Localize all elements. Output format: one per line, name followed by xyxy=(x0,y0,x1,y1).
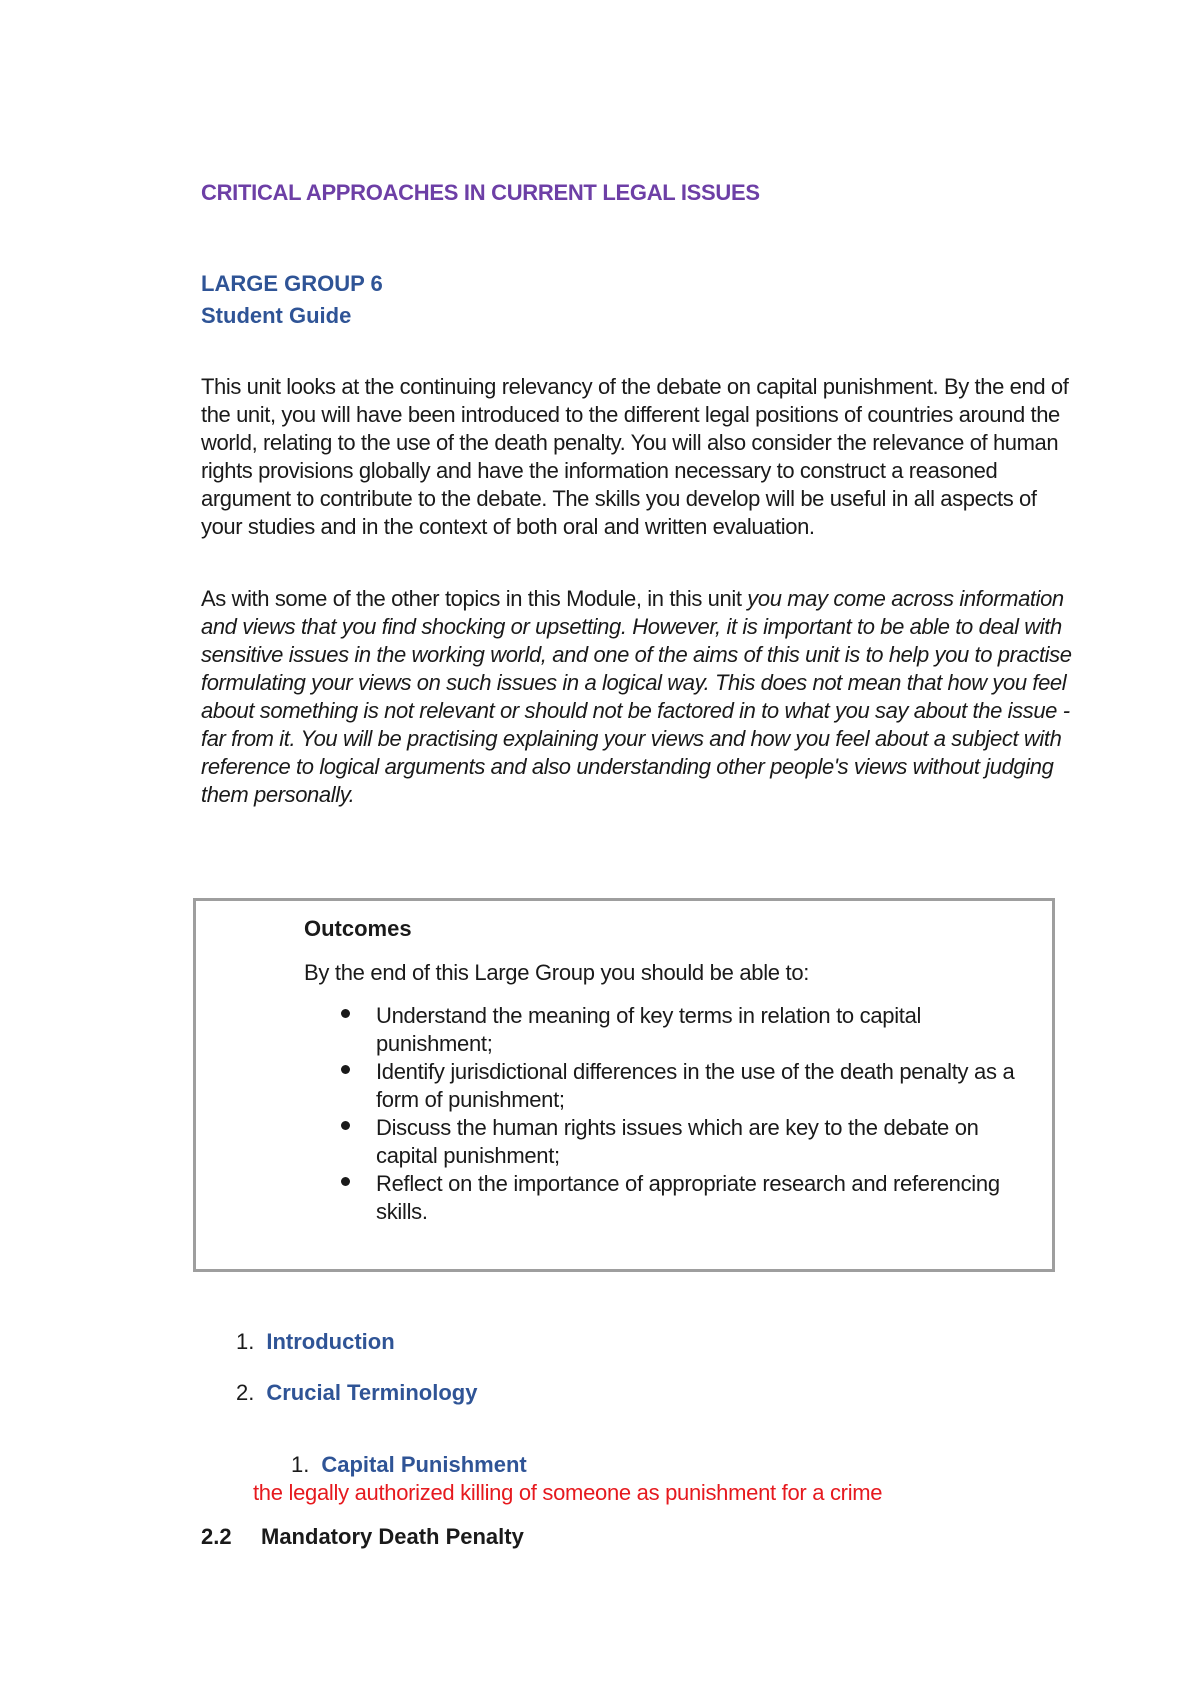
outcome-item xyxy=(304,1114,1024,1170)
intro-paragraph: This unit looks at the continuing relevancy of the debate on capital punishment. By the end of the unit, you will have been introduced to the different legal positions of countries around the world, relating to the use of the death penalty. You will also consider the relevance of human rights provisions globally and have the information necessary to construct a reasoned argument to contribute to the debate. The skills you develop will be useful in all aspects of your studies and in the context of both oral and written evaluation. xyxy=(201,374,1069,539)
guide-heading: Student Guide xyxy=(201,303,352,328)
group-heading: LARGE GROUP 6 xyxy=(201,271,383,296)
capital-punishment-definition: the legally authorized killing of someone as punishment for a crime xyxy=(253,1480,883,1505)
subsection-label: Capital Punishment xyxy=(321,1452,527,1477)
section-number: 1. xyxy=(236,1329,255,1354)
outcomes-list xyxy=(304,1002,1024,1226)
outcome-text: Discuss the human rights issues which are key to the debate on capital punishment; xyxy=(376,1115,979,1168)
section-mandatory-death-penalty xyxy=(201,1524,524,1550)
bullet-icon xyxy=(341,1065,350,1074)
outcomes-intro: By the end of this Large Group you should be able to: xyxy=(304,960,810,985)
outcome-text: Reflect on the importance of appropriate research and referencing skills. xyxy=(376,1171,1000,1224)
bullet-icon xyxy=(341,1121,350,1130)
outcomes-title: Outcomes xyxy=(304,916,412,941)
section-crucial-terminology xyxy=(236,1380,477,1406)
section-number: 2.2 xyxy=(201,1524,232,1549)
section-introduction xyxy=(236,1329,395,1355)
outcome-item xyxy=(304,1058,1024,1114)
outcome-text: Identify jurisdictional differences in the use of the death penalty as a form of punishment; xyxy=(376,1059,1015,1112)
bullet-icon xyxy=(341,1009,350,1018)
section-label: Introduction xyxy=(266,1329,395,1354)
section-label: Crucial Terminology xyxy=(266,1380,478,1405)
second-paragraph-plain: As with some of the other topics in this Module, in this unit xyxy=(201,586,748,611)
outcome-text: Understand the meaning of key terms in relation to capital punishment; xyxy=(376,1003,922,1056)
outcome-item xyxy=(304,1002,1024,1058)
outcome-item xyxy=(304,1170,1024,1226)
second-paragraph xyxy=(201,585,1081,809)
bullet-icon xyxy=(341,1177,350,1186)
outcomes-box xyxy=(193,898,1055,1272)
second-paragraph-italic: you may come across information and views that you find shocking or upsetting. However, it is important to be able to deal with sensitive issues in the working world, and one of the aims of this unit is to help you to practise formulating your views on such issues in a logical way. This does not mean that how you feel about something is not relevant or should not be factored in to what you say about the issue - far from it. You will be practising explaining your views and how you feel about a subject with reference to logical arguments and also understanding other people's views without judging them personally. xyxy=(201,586,1072,807)
subsection-number: 1. xyxy=(291,1452,310,1477)
document-title: CRITICAL APPROACHES IN CURRENT LEGAL ISSUES xyxy=(201,180,760,205)
section-label: Mandatory Death Penalty xyxy=(261,1524,524,1549)
section-number: 2. xyxy=(236,1380,255,1405)
subsection-capital-punishment xyxy=(291,1452,527,1478)
